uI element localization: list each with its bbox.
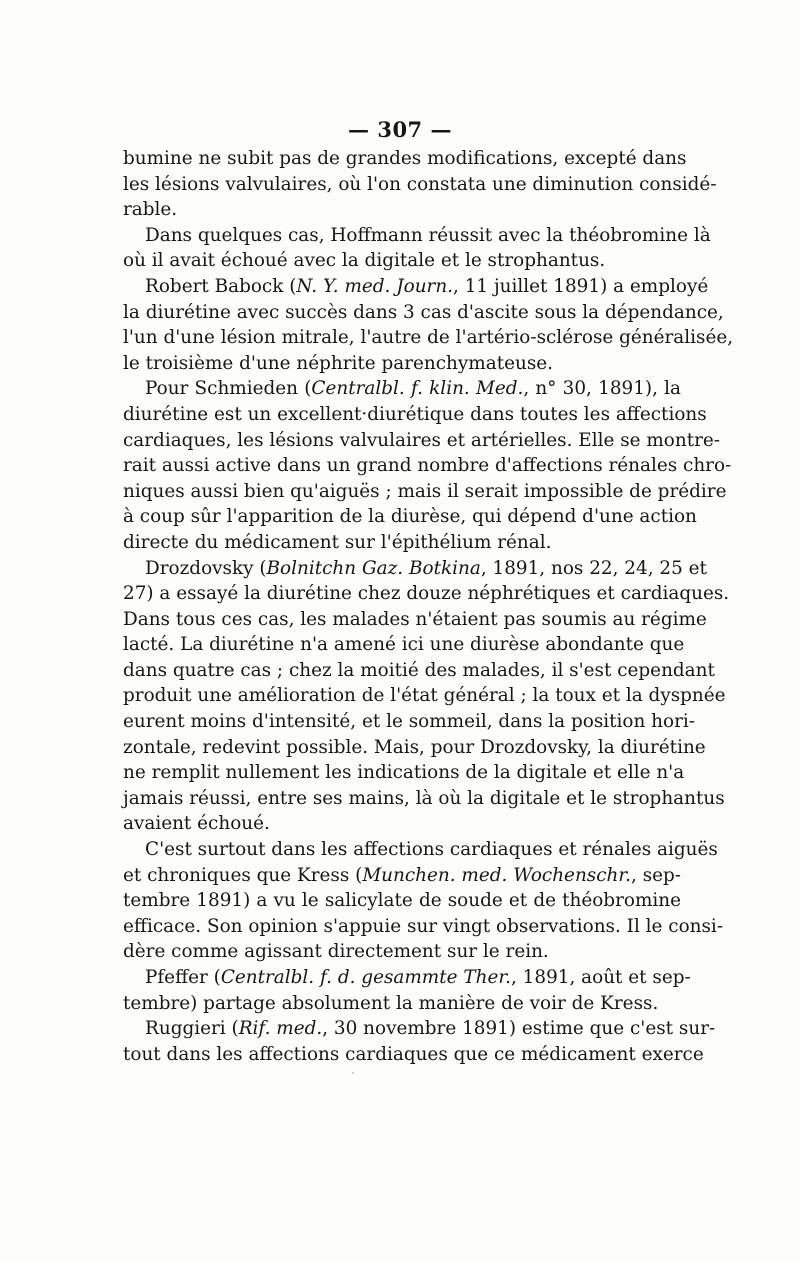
text-line: diurétine est un excellent·diurétique dans toutes les affections xyxy=(123,403,707,425)
text-line: niques aussi bien qu'aiguës ; mais il serait impossible de prédire xyxy=(123,480,727,502)
text-line: bumine ne subit pas de grandes modifications, excepté dans xyxy=(123,148,687,169)
text-line: tembre 1891) a vu le salicylate de soude et de théobromine xyxy=(123,890,681,912)
text-line: jamais réussi, entre ses mains, là où la digitale et le strophantus xyxy=(123,787,725,809)
print-speck xyxy=(352,1072,354,1074)
citation: Centralbl. f. d. gesammte Ther. xyxy=(220,967,511,988)
text-line: lacté. La diurétine n'a amené ici une diurèse abondante que xyxy=(123,634,685,656)
text-line: C'est surtout dans les affections cardiaques et rénales aiguës xyxy=(145,839,718,861)
text-line: ne remplit nullement les indications de la digitale et elle n'a xyxy=(123,762,685,784)
text-line: efficace. Son opinion s'appuie sur vingt observations. Il le consi- xyxy=(123,915,724,937)
citation: N. Y. med. Journ. xyxy=(296,275,454,297)
text-line: Drozdovsky (Bolnitchn Gaz. Botkina, 1891, nos 22, 24, 25 et xyxy=(145,557,707,579)
citation: Munchen. med. Wochenschr. xyxy=(362,864,631,886)
text-line: directe du médicament sur l'épithélium rénal. xyxy=(123,531,552,553)
text-line: à coup sûr l'apparition de la diurèse, qui dépend d'une action xyxy=(123,506,697,528)
text-line: Dans tous ces cas, les malades n'étaient pas soumis au régime xyxy=(123,608,707,630)
citation: Centralbl. f. klin. Med. xyxy=(311,378,524,400)
text-line: avaient échoué. xyxy=(123,813,270,835)
text-line: les lésions valvulaires, où l'on constata une diminution considé- xyxy=(123,173,717,195)
text-line: Pour Schmieden (Centralbl. f. klin. Med., n° 30, 1891), la xyxy=(145,378,682,400)
text-line: l'un d'une lésion mitrale, l'autre de l'artério-sclérose généralisée, xyxy=(123,327,734,349)
text-line: rable. xyxy=(123,199,178,221)
text-line: 27) a essayé la diurétine chez douze néphrétiques et cardiaques. xyxy=(123,583,730,605)
citation: Bolnitchn Gaz. Botkina xyxy=(266,557,481,579)
body-text xyxy=(123,146,734,1067)
text-line: Ruggieri (Rif. med., 30 novembre 1891) estime que c'est sur- xyxy=(145,1018,716,1040)
text-line: le troisième d'une néphrite parenchymateuse. xyxy=(123,352,553,374)
text-line: dère comme agissant directement sur le rein. xyxy=(123,941,549,963)
text-line: tembre) partage absolument la manière de voir de Kress. xyxy=(123,992,659,1014)
text-line: cardiaques, les lésions valvulaires et artérielles. Elle se montre- xyxy=(123,429,720,451)
text-line: Robert Babock (N. Y. med. Journ., 11 juillet 1891) a employé xyxy=(145,275,709,297)
text-line: Pfeffer (Centralbl. f. d. gesammte Ther., 1891, août et sep- xyxy=(145,967,691,988)
text-line: et chroniques que Kress (Munchen. med. Wochenschr., sep- xyxy=(123,864,682,886)
citation: Rif. med. xyxy=(238,1018,323,1040)
text-line: tout dans les affections cardiaques que ce médicament exerce xyxy=(123,1043,704,1065)
text-line: zontale, redevint possible. Mais, pour Drozdovsky, la diurétine xyxy=(123,736,706,758)
text-line: Dans quelques cas, Hoffmann réussit avec la théobromine là xyxy=(145,224,711,246)
text-line: rait aussi active dans un grand nombre d'affections rénales chro- xyxy=(123,455,732,477)
text-line: produit une amélioration de l'état général ; la toux et la dyspnée xyxy=(123,685,726,707)
text-line: eurent moins d'intensité, et le sommeil, dans la position hori- xyxy=(123,711,695,733)
text-line: dans quatre cas ; chez la moitié des malades, il s'est cependant xyxy=(123,659,715,681)
text-line: où il avait échoué avec la digitale et le strophantus. xyxy=(123,250,606,272)
page-number: — 307 — xyxy=(348,117,452,142)
text-line: la diurétine avec succès dans 3 cas d'ascite sous la dépendance, xyxy=(123,301,724,323)
